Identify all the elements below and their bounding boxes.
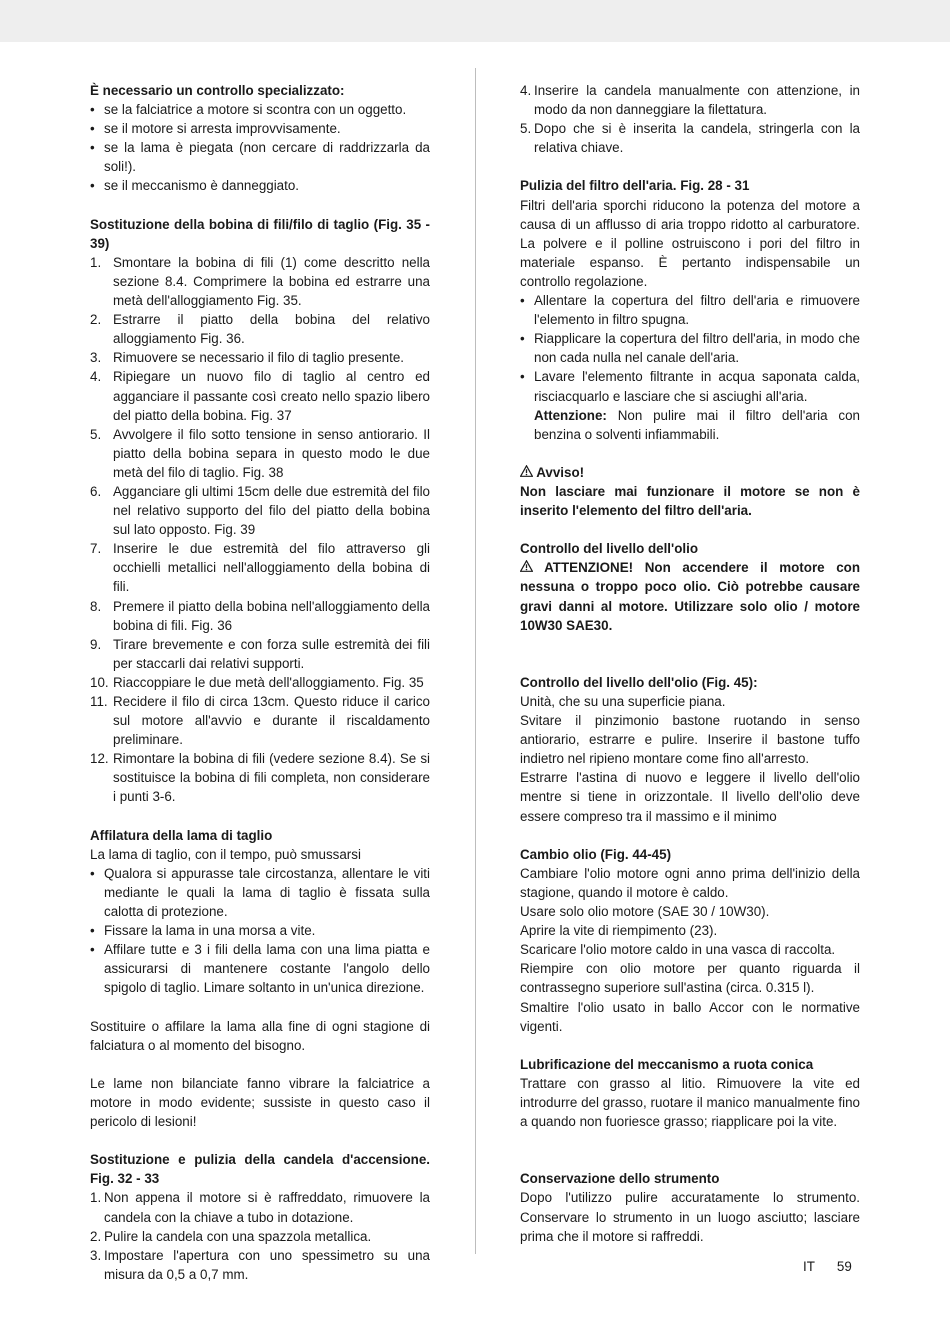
section-heading: Conservazione dello strumento [520, 1171, 720, 1187]
paragraph: Scaricare l'olio motore caldo in una vasca di raccolta. [520, 942, 836, 958]
list-item: 6. Agganciare gli ultimi 15cm delle due estremità del filo nel relativo supporto del filo del piatto della bobina sul lato opposto. Fig. 39 [90, 483, 430, 538]
paragraph: Aprire la vite di riempimento (23). [520, 923, 718, 939]
paragraph: Le lame non bilanciate fanno vibrare la falciatrice a motore in modo evidente; sussiste in questo caso il pericolo di lesioni! [90, 1075, 430, 1130]
warning-text: Non lasciare mai funzionare il motore se non è inserito l'elemento del filtro dell'aria. [520, 483, 860, 519]
left-column [90, 81, 430, 1284]
list-item: 4. Ripiegare un nuovo filo di taglio al centro ed agganciare il passante così creato nello spazio libero del piatto della bobina. Fig. 37 [90, 369, 430, 423]
section-heading: Affilatura della lama di taglio [90, 827, 273, 843]
list-item: 1. Non appena il motore si è raffreddato, rimuovere la candela con la chiave a tubo in dotazione. [90, 1190, 430, 1225]
list-item: • Allentare la copertura del filtro dell'aria e rimuovere l'elemento in filtro spugna. [520, 293, 860, 328]
list-item: • Fissare la lama in una morsa a vite. [90, 921, 430, 940]
warning-text: ATTENZIONE! Non accendere il motore con nessuna o troppo poco olio. Ciò potrebbe causare gravi danni al motore. Utilizzare solo olio / motore 10W30 SAE30. [520, 560, 860, 633]
section-heading: Controllo del livello dell'olio (Fig. 45): [520, 674, 758, 690]
list-item: • se la falciatrice a motore si scontra con un oggetto. [90, 100, 430, 119]
section-heading: Cambio olio (Fig. 44-45) [520, 846, 672, 862]
paragraph: Filtri dell'aria sporchi riducono la potenza del motore a causa di un afflusso di aria troppo ridotto al carburatore. La polvere e il polline ostruiscono i pori del filtro in materiale espanso. È pertanto indispensabile un controllo regolazione. [520, 197, 860, 289]
list-item: 9. Tirare brevemente e con forza sulle estremità dei fili per staccarli dai relativi supporti. [90, 636, 430, 671]
bullet-list [520, 291, 860, 406]
list-item: 3. Impostare l'apertura con uno spessimetro su una misura da 0,5 a 0,7 mm. [90, 1247, 430, 1282]
section-heading: Controllo del livello dell'olio [520, 541, 699, 557]
list-item: 2. Estrarre il piatto della bobina del relativo alloggiamento Fig. 36. [90, 312, 430, 347]
list-item: • Affilare tutte e 3 i fili della lama con una lima piatta e assicurarsi di mantenere costante l'angolo dello spigolo di taglio. Limare soltanto in un'unica direzione. [90, 942, 430, 996]
header-band [0, 0, 950, 42]
section-heading: È necessario un controllo specializzato: [90, 83, 345, 98]
bullet-marker: • [520, 293, 525, 309]
paragraph: Estrarre l'astina di nuovo e leggere il livello dell'olio mentre si tiene in orizzontale. Il livello dell'olio deve essere compreso tra il massimo e il minimo [520, 770, 860, 824]
paragraph: Cambiare l'olio motore ogni anno prima dell'inizio della stagione, quando il motore è caldo. [520, 865, 860, 900]
attention-note: Attenzione: Non pulire mai il filtro dell'aria con benzina o solventi infiammabili. [534, 407, 860, 442]
section-heading: Sostituzione della bobina di fili/filo di taglio (Fig. 35 - 39) [90, 216, 430, 251]
numbered-list [90, 1188, 430, 1283]
list-item: 5. Dopo che si è inserita la candela, stringerla con la relativa chiave. [520, 121, 860, 156]
warning-triangle-icon [520, 558, 533, 577]
list-item: 8. Premere il piatto della bobina nell'alloggiamento della bobina di fili. Fig. 36 [90, 598, 430, 633]
column-divider [475, 68, 476, 1254]
bullet-marker: • [90, 923, 95, 939]
bullet-marker: • [90, 942, 95, 958]
bullet-marker: • [90, 865, 95, 881]
list-item: 12. Rimontare la bobina di fili (vedere sezione 8.4). Se si sostituisce la bobina di fili completa, non considerare i punti 3-6. [90, 751, 430, 805]
list-item: • se il meccanismo è danneggiato. [90, 176, 430, 195]
section-heading: Lubrificazione del meccanismo a ruota conica [520, 1056, 814, 1072]
bullet-marker: • [90, 178, 95, 194]
bullet-marker: • [520, 369, 525, 385]
list-item: 5. Avvolgere il filo sotto tensione in senso antiorario. Il piatto della bobina separa in questo modo le due metà del filo di taglio. Fig. 38 [90, 426, 430, 480]
paragraph: Sostituire o affilare la lama alla fine di ogni stagione di falciatura o al momento del bisogno. [90, 1018, 430, 1053]
page-number: 59 [836, 1259, 852, 1274]
bullet-marker: • [90, 102, 95, 118]
paragraph: Smaltire l'olio usato in ballo Accor con le normative vigenti. [520, 999, 860, 1034]
numbered-list [520, 81, 860, 157]
list-item: 10. Riaccoppiare le due metà dell'alloggiamento. Fig. 35 [90, 674, 424, 690]
warning-triangle-icon [520, 463, 533, 482]
list-item: 1. Smontare la bobina di fili (1) come descritto nella sezione 8.4. Comprimere la bobina ed estrarre una metà dell'alloggiamento Fig. 35. [90, 254, 430, 309]
list-item: 3. Rimuovere se necessario il filo di taglio presente. [90, 350, 405, 366]
bullet-list [90, 100, 430, 195]
list-item: • se il motore si arresta improvvisamente. [90, 119, 430, 138]
right-column [520, 81, 860, 1246]
paragraph: La lama di taglio, con il tempo, può smussarsi [90, 846, 361, 862]
paragraph: Dopo l'utilizzo pulire accuratamente lo strumento. Conservare lo strumento in un luogo asciutto; lasciare prima che il motore si raffreddi. [520, 1190, 860, 1244]
bullet-marker: • [90, 121, 95, 137]
paragraph: Svitare il pinzimonio bastone ruotando in senso antiorario, estrarre e pulire. Inserire il bastone tuffo indietro nel ripieno montare come fino all'arresto. [520, 713, 860, 767]
paragraph: Riempire con olio motore per quanto riguarda il contrassegno superiore sull'astina (circa. 0.315 l). [520, 961, 860, 996]
paragraph: Usare solo olio motore (SAE 30 / 10W30). [520, 904, 770, 920]
section-heading: Pulizia del filtro dell'aria. Fig. 28 - 31 [520, 178, 750, 194]
paragraph: Unità, che su una superficie piana. [520, 694, 726, 709]
list-item: • Qualora si appurasse tale circostanza, allentare le viti mediante le quali la lama di taglio è fissata sulla calotta di protezione. [90, 865, 430, 920]
numbered-list [90, 253, 430, 807]
warning-heading: Avviso! [520, 463, 860, 482]
list-item: • se la lama è piegata (non cercare di raddrizzarla da soli!). [90, 140, 430, 175]
page-footer [803, 1257, 852, 1276]
list-item: • Riapplicare la copertura del filtro dell'aria, in modo che non cada nulla nel canale dell'aria. [520, 331, 860, 366]
list-item: 11. Recidere il filo di circa 13cm. Questo riduce il carico sul motore all'avvio e durante il riscaldamento preliminare. [90, 694, 430, 748]
language-code: IT [803, 1259, 815, 1274]
bullet-list [90, 864, 430, 998]
list-item: 2. Pulire la candela con una spazzola metallica. [90, 1228, 372, 1244]
bullet-marker: • [520, 331, 525, 347]
paragraph: Trattare con grasso al litio. Rimuovere la vite ed introdurre del grasso, ruotare il manico manualmente fino a quando non fuoriesce grasso; riapplicare poi la vite. [520, 1075, 860, 1130]
list-item: 7. Inserire le due estremità del filo attraverso gli occhielli metallici nell'alloggiamento della bobina di fili. [90, 541, 430, 595]
list-item: 4. Inserire la candela manualmente con attenzione, in modo da non danneggiare la filettatura. [520, 83, 860, 118]
list-item: • Lavare l'elemento filtrante in acqua saponata calda, risciacquarlo e lasciare che si asciughi all'aria. [520, 369, 860, 404]
bullet-marker: • [90, 140, 95, 156]
section-heading: Sostituzione e pulizia della candela d'accensione. Fig. 32 - 33 [90, 1152, 430, 1187]
